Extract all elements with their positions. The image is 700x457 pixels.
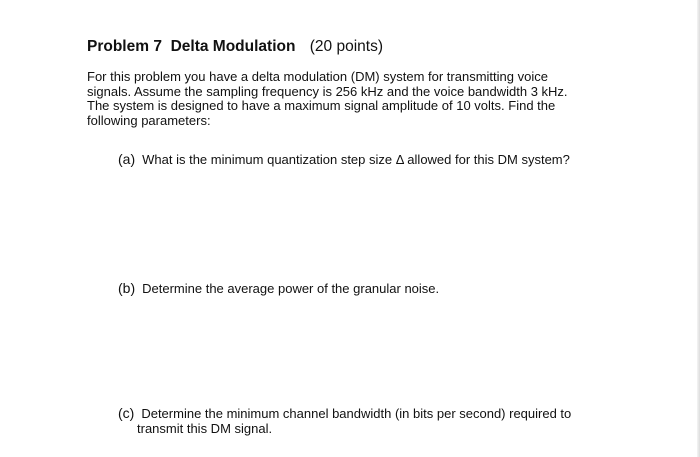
question-letter: (b) [118,280,136,296]
problem-title [87,38,383,56]
question-letter: (c) [118,405,135,421]
question-b [118,281,439,297]
intro-line: The system is designed to have a maximum signal amplitude of 10 volts. Find the [87,98,556,114]
question-c [118,406,571,436]
problem-label: Problem 7 [87,38,162,55]
question-a [118,152,570,168]
question-letter: (a) [118,151,136,167]
intro-line: following parameters: [87,112,211,128]
problem-topic: Delta Modulation [170,38,296,55]
question-text: Determine the minimum channel bandwidth (in bits per second) required to [141,406,572,421]
question-text-continuation: transmit this DM signal. [137,420,273,436]
intro-line: For this problem you have a delta modulation (DM) system for transmitting voice [87,69,548,84]
problem-intro [87,70,627,128]
question-text: Determine the average power of the granular noise. [142,281,440,296]
intro-line: signals. Assume the sampling frequency is 256 kHz and the voice bandwidth 3 kHz. [87,83,568,99]
question-text: What is the minimum quantization step size Δ allowed for this DM system? [142,152,570,167]
problem-points: (20 points) [309,38,383,55]
